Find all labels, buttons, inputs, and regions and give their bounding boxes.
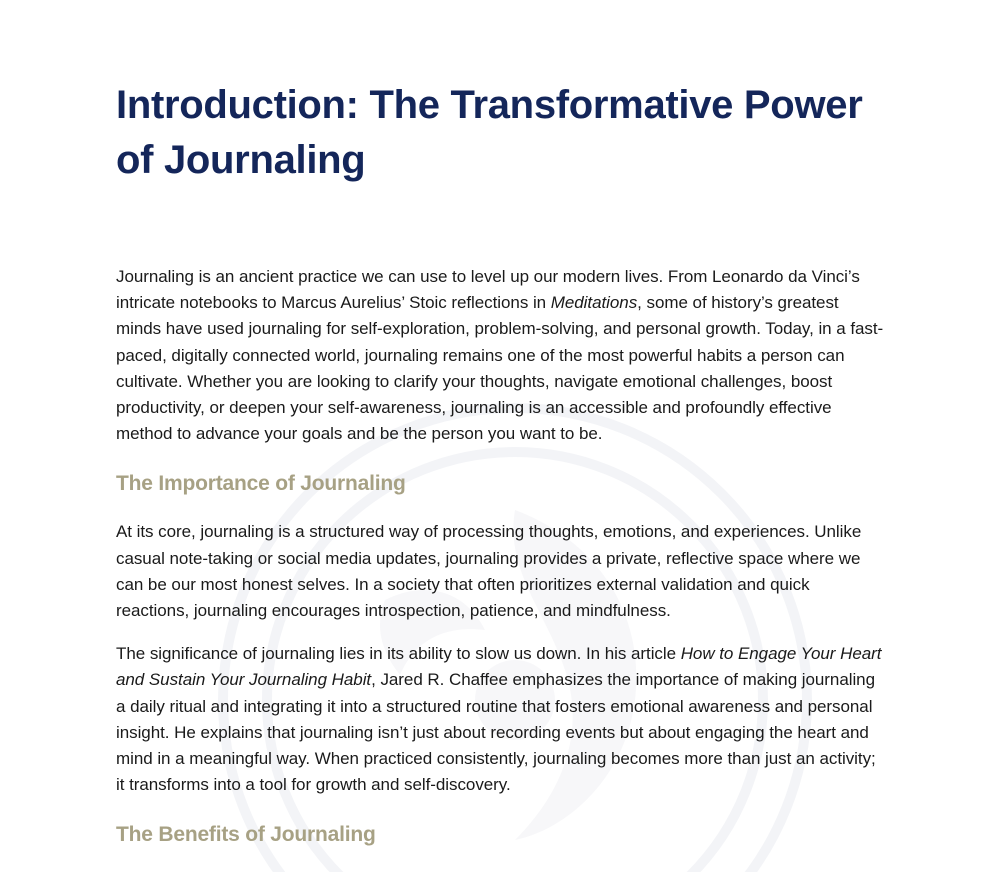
section-heading-importance: The Importance of Journaling — [116, 472, 406, 496]
book-title-meditations: Meditations — [550, 293, 638, 313]
section-heading-benefits: The Benefits of Journaling — [116, 823, 376, 847]
article-title: How to Engage Your Heart and Sustain Your Journaling Habit — [116, 644, 882, 690]
page-title: Introduction: The Transformative Power of Journaling — [116, 83, 863, 182]
importance-paragraph-1: At its core, journaling is a structured way of processing thoughts, emotions, and experiences. Unlike casual note-taking or social media updates, journaling provides a private, reflective space where we can be our most honest selves. In a society that often prioritizes external validation and quick reactions, journaling encourages introspection, patience, and mindfulness. — [116, 522, 862, 621]
importance-paragraph-2: The significance of journaling lies in its ability to slow us down. In his article How to Engage Your Heart and Sustain Your Journaling Habit, Jared R. Chaffee emphasizes the importance of making journaling a daily ritual and integrating it into a structured routine that fosters emotional awareness and personal insight. He explains that journaling isn’t just about recording events but about engaging the heart and mind in a meaningful way. When practiced consistently, journaling becomes more than just an activity; it transforms into a tool for growth and self-discovery. — [116, 644, 882, 795]
intro-paragraph: Journaling is an ancient practice we can use to level up our modern lives. From Leonardo da Vinci’s intricate notebooks to Marcus Aurelius’ Stoic reflections in Meditations, some of history’s greatest minds have used journaling for self-exploration, problem-solving, and personal growth. Today, in a fast-paced, digitally connected world, journaling remains one of the most powerful habits a person can cultivate. Whether you are looking to clarify your thoughts, navigate emotional challenges, boost productivity, or deepen your self-awareness, journaling is an accessible and profoundly effective method to advance your goals and be the person you want to be. — [116, 267, 884, 444]
